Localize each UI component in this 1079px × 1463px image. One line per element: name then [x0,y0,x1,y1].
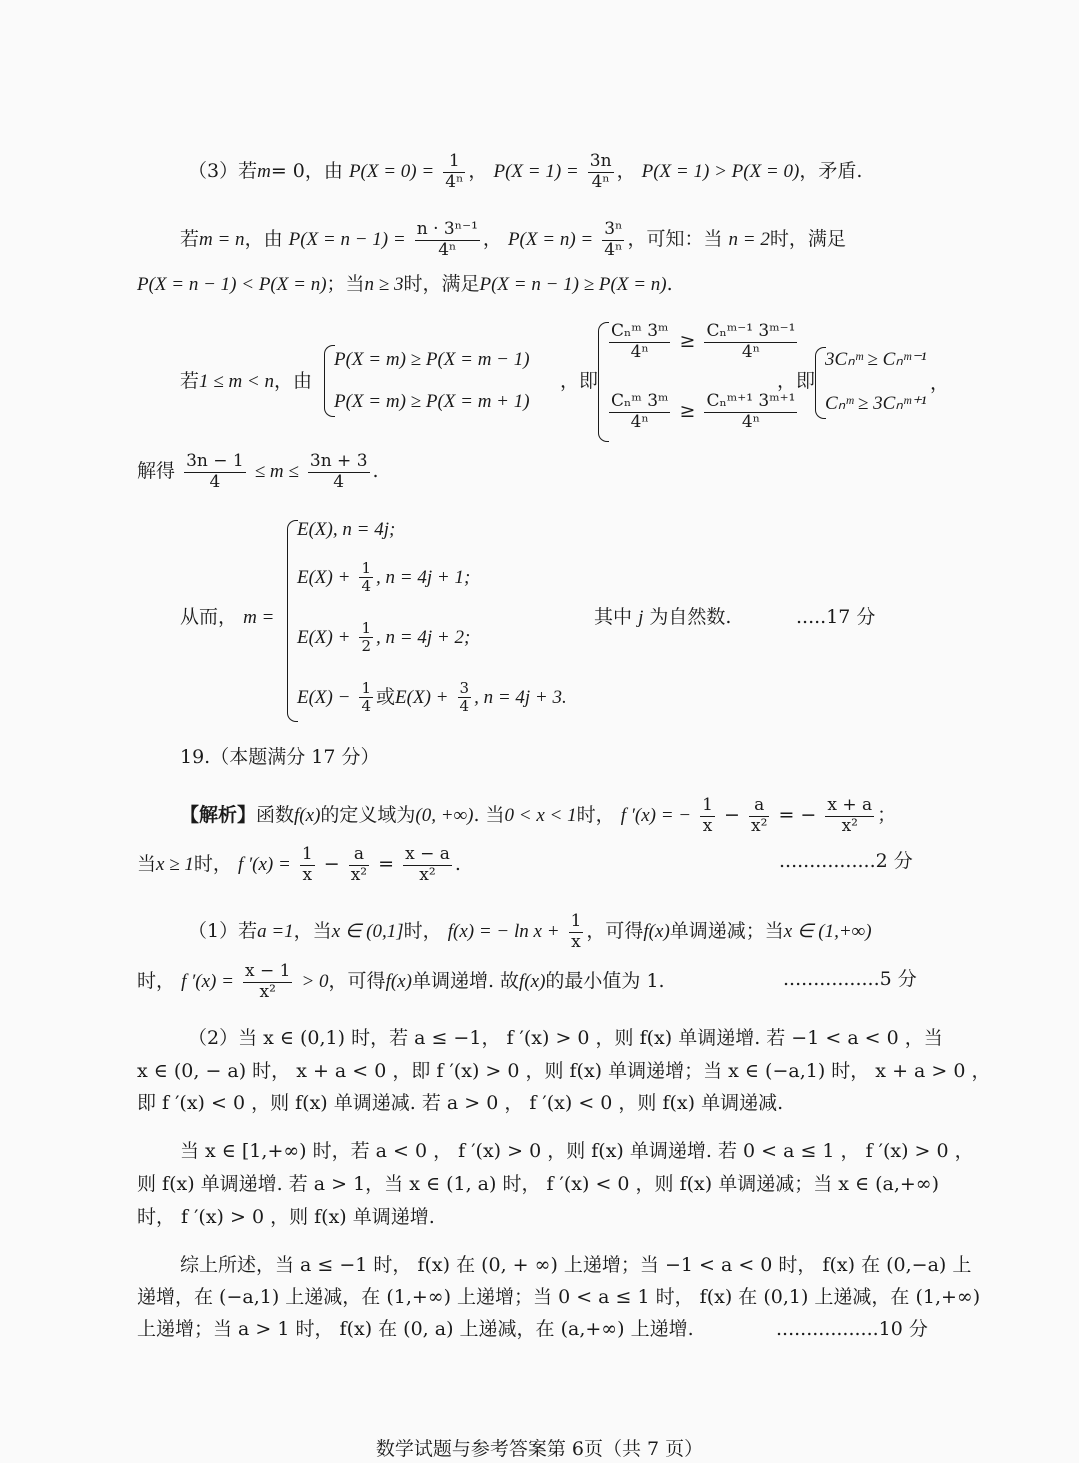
case-row-4: E(X) − $\frac{1}{4}$ 或E(X) + $\frac{3}{4}$ , n = 4j + 3. [297,679,567,716]
system3-row2: Cₙᵐ ≥ 3Cₙᵐ⁺¹ [825,393,927,414]
part3-line2: 若m = n，由 P(X = n − 1) = $\frac{\text{n · 3ⁿ⁻¹}}{\text{4ⁿ}}$ ， P(X = n) = $\frac{\text{3ⁿ}}{\text{4ⁿ}}$ ，可知：当 n = 2时，满足 [180,219,846,260]
fraction: $\frac{\text{3ⁿ}}{\text{4ⁿ}}$ [604,219,623,260]
system3-row1: 3Cₙᵐ ≥ Cₙᵐ⁻¹ [825,349,927,370]
fraction: $\frac{3n - 1}{4}$ [186,451,244,492]
q19-part1-line2: 时， f ′(x) = $\frac{x - 1}{\text{x²}}$ > 0，可得f(x)单调递增. 故f(x)的最小值为 1. [137,961,665,1002]
fraction: $\frac{3n}{\text{4ⁿ}}$ [589,151,612,192]
score-5: ................5 分 [783,968,917,990]
conclusion-prefix: 从而， m = [180,606,275,628]
case-row-2: E(X) + $\frac{1}{4}$ , n = 4j + 1; [297,559,471,596]
part3-line4-prefix: 若1 ≤ m < n，由 [180,370,313,392]
q19-part2-line3: 即 f ′(x) < 0 ，则 f(x) 单调递减. 若 a > 0 ， f ′(x) < 0 ，则 f(x) 单调递减. [137,1092,784,1114]
q19-part2-line1: （2）当 x ∈ (0,1) 时，若 a ≤ −1， f ′(x) > 0 ，则 f(x) 单调递增. 若 −1 < a < 0 ，当 [188,1027,943,1049]
fraction: $\frac{1}{x}$ [570,911,582,952]
case-row-1: E(X), n = 4j; [297,519,396,540]
fraction: $\frac{a}{\text{x²}}$ [751,795,768,836]
part3-line5: 解得 $\frac{3n - 1}{4}$ ≤ m ≤ $\frac{3n + 3}{4}$ . [137,451,379,492]
page-footer: 数学试题与参考答案第 6页（共 7 页） [375,1438,704,1460]
part3-line3: P(X = n − 1) < P(X = n)；当n ≥ 3时，满足P(X = n − 1) ≥ P(X = n). [137,273,673,295]
system1-row2: P(X = m) ≥ P(X = m + 1) [334,391,530,412]
fraction: $\frac{1}{4}$ [361,679,372,716]
score-2: ................2 分 [779,850,913,872]
fraction: $\frac{1}{x}$ [702,795,713,836]
fraction: $\frac{3}{4}$ [459,679,470,716]
score-10: .................10 分 [776,1318,928,1340]
summary-line1: 综上所述，当 a ≤ −1 时， f(x) 在 (0, + ∞) 上递增；当 −1 < a < 0 时， f(x) 在 (0,−a) 上 [180,1254,972,1276]
q19-part2-line2: x ∈ (0, − a) 时， x + a < 0 ，即 f ′(x) > 0 ，则 f(x) 单调递增；当 x ∈ (−a,1) 时， x + a > 0 ， [137,1060,991,1082]
system2-row1: $\frac{\text{Cₙᵐ 3ᵐ}}{\text{4ⁿ}}$ ≥ $\frac{\text{Cₙᵐ⁻¹ 3ᵐ⁻¹}}{\text{4ⁿ}}$ [611,321,796,362]
fraction: $\frac{a}{\text{x²}}$ [350,844,368,885]
fraction: $\frac{1}{2}$ [361,619,372,656]
part3-ji-2: ，即 [777,370,816,392]
q19-part2b-line1: 当 x ∈ [1,+∞) 时，若 a < 0 ， f ′(x) > 0 ，则 f(x) 单调递增. 若 0 < a ≤ 1 ， f ′(x) > 0 ， [180,1140,974,1162]
fraction: $\frac{x - a}{\text{x²}}$ [405,844,450,885]
fraction: $\frac{1}{4}$ [361,559,372,596]
q19-line2: 当x ≥ 1时， f ′(x) = $\frac{1}{x}$ − $\frac{a}{\text{x²}}$ = $\frac{x - a}{\text{x²}}$ . [137,844,461,885]
fraction: $\frac{x - 1}{\text{x²}}$ [244,961,291,1002]
system1-row1: P(X = m) ≥ P(X = m − 1) [334,349,530,370]
system2-row2: $\frac{\text{Cₙᵐ 3ᵐ}}{\text{4ⁿ}}$ ≥ $\frac{\text{Cₙᵐ⁺¹ 3ᵐ⁺¹}}{\text{4ⁿ}}$ [611,391,796,432]
summary-line3: 上递增；当 a > 1 时， f(x) 在 (0, a) 上递减，在 (a,+∞) 上递增. [137,1318,694,1340]
fraction: $\frac{\text{Cₙᵐ 3ᵐ}}{\text{4ⁿ}}$ [611,321,669,362]
fraction: $\frac{1}{x}$ [301,844,313,885]
question-19-title: 19.（本题满分 17 分） [180,746,380,768]
fraction: $\frac{1}{\text{4ⁿ}}$ [445,151,464,192]
fraction: $\frac{3n + 3}{4}$ [309,451,368,492]
summary-line2: 递增，在 (−a,1) 上递减，在 (1,+∞) 上递增；当 0 < a ≤ 1 时， f(x) 在 (0,1) 上递减，在 (1,+∞) [137,1286,981,1308]
fraction: $\frac{x + a}{\text{x²}}$ [827,795,873,836]
q19-line1: 【解析】函数f(x)的定义域为(0, +∞). 当0 < x < 1时， f ′(x) = − $\frac{1}{x}$ − $\frac{a}{\text{x²}}$ = − $\frac{x + a}{\text{x²}}$ ； [180,795,897,836]
fraction: $\frac{\text{n · 3ⁿ⁻¹}}{\text{4ⁿ}}$ [416,219,478,260]
part3-ji-1: ，即 [560,370,599,392]
q19-part2b-line2: 则 f(x) 单调递增. 若 a > 1，当 x ∈ (1, a) 时， f ′(x) < 0 ，则 f(x) 单调递减；当 x ∈ (a,+∞) [137,1173,940,1195]
q19-part2b-line3: 时， f ′(x) > 0 ，则 f(x) 单调递增. [137,1206,435,1228]
natural-number-note: 其中 j 为自然数. [594,606,732,628]
part3-line1: （3）若m= 0，由 P(X = 0) = $\frac{1}{\text{4ⁿ}}$ ， P(X = 1) = $\frac{3n}{\text{4ⁿ}}$ ， P(X = 1) > P(X = 0)，矛盾. [188,151,863,192]
fraction: $\frac{\text{Cₙᵐ⁺¹ 3ᵐ⁺¹}}{\text{4ⁿ}}$ [706,391,796,432]
comma: ， [930,372,950,394]
case-row-3: E(X) + $\frac{1}{2}$ , n = 4j + 2; [297,619,471,656]
fraction: $\frac{\text{Cₙᵐ 3ᵐ}}{\text{4ⁿ}}$ [611,391,669,432]
q19-part1-line1: （1）若a =1，当x ∈ (0,1]时， f(x) = − ln x + $\frac{1}{x}$ ，可得f(x)单调递减；当x ∈ (1,+∞) [188,911,872,952]
score-17: .....17 分 [796,606,876,628]
fraction: $\frac{\text{Cₙᵐ⁻¹ 3ᵐ⁻¹}}{\text{4ⁿ}}$ [706,321,796,362]
